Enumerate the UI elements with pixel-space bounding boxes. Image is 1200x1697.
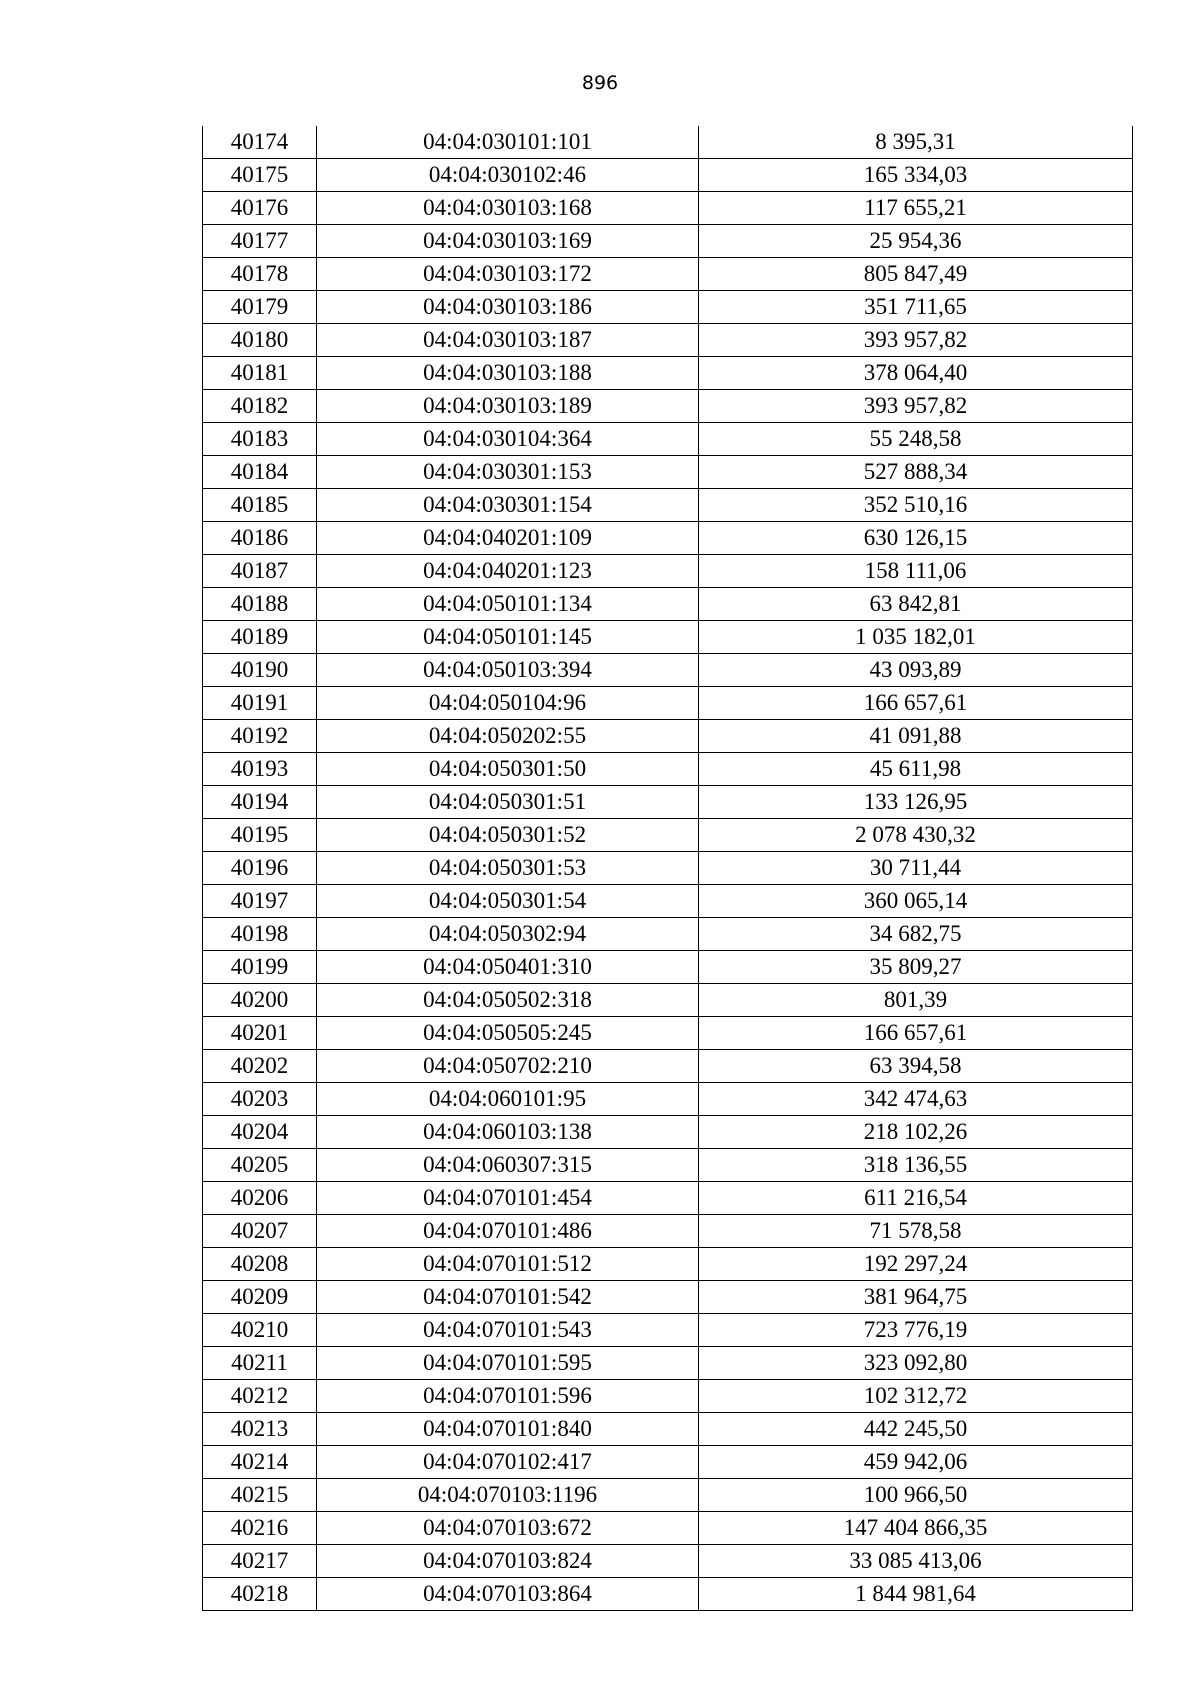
table-row [203, 654, 1133, 687]
cadastral-number-cell: 04:04:050301:52 [317, 819, 699, 852]
cadastral-value-cell: 342 474,63 [699, 1083, 1133, 1116]
table-row [203, 951, 1133, 984]
row-number-cell: 40183 [203, 423, 317, 456]
table-row [203, 1017, 1133, 1050]
cadastral-number-cell: 04:04:070103:1196 [317, 1479, 699, 1512]
cadastral-number-cell: 04:04:030104:364 [317, 423, 699, 456]
cadastral-number-cell: 04:04:070103:672 [317, 1512, 699, 1545]
cadastral-number-cell: 04:04:050101:145 [317, 621, 699, 654]
cadastral-value-cell: 133 126,95 [699, 786, 1133, 819]
cadastral-number-cell: 04:04:070102:417 [317, 1446, 699, 1479]
table-row [203, 1479, 1133, 1512]
cadastral-number-cell: 04:04:070101:542 [317, 1281, 699, 1314]
cadastral-value-cell: 442 245,50 [699, 1413, 1133, 1446]
cadastral-value-cell: 34 682,75 [699, 918, 1133, 951]
cadastral-value-cell: 192 297,24 [699, 1248, 1133, 1281]
cadastral-value-cell: 35 809,27 [699, 951, 1133, 984]
cadastral-value-table [202, 126, 1133, 1611]
table-row [203, 1347, 1133, 1380]
cadastral-number-cell: 04:04:060103:138 [317, 1116, 699, 1149]
row-number-cell: 40216 [203, 1512, 317, 1545]
table-row [203, 1545, 1133, 1578]
table-row [203, 1149, 1133, 1182]
cadastral-value-cell: 527 888,34 [699, 456, 1133, 489]
table-row [203, 1314, 1133, 1347]
cadastral-value-cell: 630 126,15 [699, 522, 1133, 555]
table-row [203, 621, 1133, 654]
table-row [203, 423, 1133, 456]
cadastral-value-cell: 393 957,82 [699, 324, 1133, 357]
cadastral-value-cell: 166 657,61 [699, 1017, 1133, 1050]
cadastral-number-cell: 04:04:050401:310 [317, 951, 699, 984]
table-row [203, 1512, 1133, 1545]
cadastral-value-cell: 381 964,75 [699, 1281, 1133, 1314]
row-number-cell: 40177 [203, 225, 317, 258]
cadastral-number-cell: 04:04:070103:864 [317, 1578, 699, 1611]
table-row [203, 357, 1133, 390]
cadastral-number-cell: 04:04:060101:95 [317, 1083, 699, 1116]
row-number-cell: 40194 [203, 786, 317, 819]
cadastral-number-cell: 04:04:030301:153 [317, 456, 699, 489]
table-row [203, 1446, 1133, 1479]
row-number-cell: 40211 [203, 1347, 317, 1380]
row-number-cell: 40175 [203, 159, 317, 192]
cadastral-number-cell: 04:04:030103:189 [317, 390, 699, 423]
cadastral-number-cell: 04:04:030103:188 [317, 357, 699, 390]
cadastral-value-cell: 352 510,16 [699, 489, 1133, 522]
cadastral-value-cell: 2 078 430,32 [699, 819, 1133, 852]
row-number-cell: 40198 [203, 918, 317, 951]
row-number-cell: 40174 [203, 126, 317, 159]
table-row [203, 918, 1133, 951]
cadastral-number-cell: 04:04:050702:210 [317, 1050, 699, 1083]
cadastral-value-cell: 459 942,06 [699, 1446, 1133, 1479]
cadastral-number-cell: 04:04:030103:168 [317, 192, 699, 225]
row-number-cell: 40197 [203, 885, 317, 918]
row-number-cell: 40203 [203, 1083, 317, 1116]
cadastral-number-cell: 04:04:050103:394 [317, 654, 699, 687]
cadastral-value-cell: 63 394,58 [699, 1050, 1133, 1083]
cadastral-number-cell: 04:04:030101:101 [317, 126, 699, 159]
table-row [203, 984, 1133, 1017]
table-row [203, 753, 1133, 786]
table-row [203, 720, 1133, 753]
row-number-cell: 40190 [203, 654, 317, 687]
table-row [203, 225, 1133, 258]
cadastral-number-cell: 04:04:050301:50 [317, 753, 699, 786]
cadastral-value-cell: 611 216,54 [699, 1182, 1133, 1215]
cadastral-number-cell: 04:04:030301:154 [317, 489, 699, 522]
cadastral-number-cell: 04:04:050301:53 [317, 852, 699, 885]
table-row [203, 192, 1133, 225]
cadastral-value-cell: 323 092,80 [699, 1347, 1133, 1380]
table-row [203, 687, 1133, 720]
table-row [203, 1380, 1133, 1413]
row-number-cell: 40180 [203, 324, 317, 357]
cadastral-value-cell: 166 657,61 [699, 687, 1133, 720]
table-row [203, 291, 1133, 324]
table-row [203, 555, 1133, 588]
row-number-cell: 40212 [203, 1380, 317, 1413]
cadastral-number-cell: 04:04:030103:169 [317, 225, 699, 258]
row-number-cell: 40193 [203, 753, 317, 786]
table-row [203, 786, 1133, 819]
cadastral-number-cell: 04:04:040201:109 [317, 522, 699, 555]
cadastral-number-cell: 04:04:070101:454 [317, 1182, 699, 1215]
cadastral-value-cell: 45 611,98 [699, 753, 1133, 786]
cadastral-value-cell: 360 065,14 [699, 885, 1133, 918]
row-number-cell: 40189 [203, 621, 317, 654]
row-number-cell: 40199 [203, 951, 317, 984]
row-number-cell: 40218 [203, 1578, 317, 1611]
cadastral-number-cell: 04:04:060307:315 [317, 1149, 699, 1182]
cadastral-value-cell: 805 847,49 [699, 258, 1133, 291]
row-number-cell: 40210 [203, 1314, 317, 1347]
cadastral-number-cell: 04:04:050301:54 [317, 885, 699, 918]
cadastral-value-cell: 102 312,72 [699, 1380, 1133, 1413]
table-row [203, 852, 1133, 885]
cadastral-value-cell: 1 035 182,01 [699, 621, 1133, 654]
row-number-cell: 40205 [203, 1149, 317, 1182]
table-row [203, 1083, 1133, 1116]
cadastral-value-cell: 723 776,19 [699, 1314, 1133, 1347]
table-row [203, 390, 1133, 423]
cadastral-value-cell: 318 136,55 [699, 1149, 1133, 1182]
table-row [203, 456, 1133, 489]
row-number-cell: 40215 [203, 1479, 317, 1512]
row-number-cell: 40213 [203, 1413, 317, 1446]
cadastral-value-cell: 63 842,81 [699, 588, 1133, 621]
cadastral-number-cell: 04:04:070101:595 [317, 1347, 699, 1380]
cadastral-number-cell: 04:04:070101:543 [317, 1314, 699, 1347]
cadastral-number-cell: 04:04:050301:51 [317, 786, 699, 819]
cadastral-value-cell: 1 844 981,64 [699, 1578, 1133, 1611]
cadastral-value-cell: 43 093,89 [699, 654, 1133, 687]
cadastral-value-cell: 218 102,26 [699, 1116, 1133, 1149]
cadastral-number-cell: 04:04:070101:840 [317, 1413, 699, 1446]
table-row [203, 1281, 1133, 1314]
table-row [203, 1248, 1133, 1281]
cadastral-number-cell: 04:04:050302:94 [317, 918, 699, 951]
row-number-cell: 40192 [203, 720, 317, 753]
row-number-cell: 40195 [203, 819, 317, 852]
table-row [203, 1050, 1133, 1083]
table-row [203, 1215, 1133, 1248]
row-number-cell: 40204 [203, 1116, 317, 1149]
cadastral-number-cell: 04:04:050502:318 [317, 984, 699, 1017]
table-row [203, 885, 1133, 918]
cadastral-value-cell: 165 334,03 [699, 159, 1133, 192]
row-number-cell: 40196 [203, 852, 317, 885]
row-number-cell: 40200 [203, 984, 317, 1017]
table-row [203, 159, 1133, 192]
cadastral-number-cell: 04:04:050101:134 [317, 588, 699, 621]
row-number-cell: 40208 [203, 1248, 317, 1281]
cadastral-number-cell: 04:04:070101:596 [317, 1380, 699, 1413]
cadastral-value-cell: 41 091,88 [699, 720, 1133, 753]
page-number: 896 [581, 72, 619, 94]
row-number-cell: 40179 [203, 291, 317, 324]
row-number-cell: 40217 [203, 1545, 317, 1578]
cadastral-number-cell: 04:04:070101:512 [317, 1248, 699, 1281]
row-number-cell: 40182 [203, 390, 317, 423]
table-row [203, 1116, 1133, 1149]
row-number-cell: 40202 [203, 1050, 317, 1083]
row-number-cell: 40181 [203, 357, 317, 390]
row-number-cell: 40185 [203, 489, 317, 522]
table-row [203, 489, 1133, 522]
row-number-cell: 40207 [203, 1215, 317, 1248]
cadastral-value-cell: 100 966,50 [699, 1479, 1133, 1512]
cadastral-value-cell: 30 711,44 [699, 852, 1133, 885]
table-row [203, 1182, 1133, 1215]
cadastral-value-cell: 55 248,58 [699, 423, 1133, 456]
cadastral-number-cell: 04:04:040201:123 [317, 555, 699, 588]
row-number-cell: 40187 [203, 555, 317, 588]
cadastral-value-cell: 158 111,06 [699, 555, 1133, 588]
table-row [203, 1413, 1133, 1446]
cadastral-value-cell: 33 085 413,06 [699, 1545, 1133, 1578]
cadastral-number-cell: 04:04:050202:55 [317, 720, 699, 753]
row-number-cell: 40201 [203, 1017, 317, 1050]
row-number-cell: 40176 [203, 192, 317, 225]
table-body [203, 126, 1133, 1611]
row-number-cell: 40209 [203, 1281, 317, 1314]
row-number-cell: 40178 [203, 258, 317, 291]
cadastral-number-cell: 04:04:030103:172 [317, 258, 699, 291]
row-number-cell: 40188 [203, 588, 317, 621]
cadastral-number-cell: 04:04:030103:186 [317, 291, 699, 324]
table-row [203, 1578, 1133, 1611]
row-number-cell: 40206 [203, 1182, 317, 1215]
row-number-cell: 40214 [203, 1446, 317, 1479]
row-number-cell: 40186 [203, 522, 317, 555]
table-row [203, 522, 1133, 555]
row-number-cell: 40184 [203, 456, 317, 489]
cadastral-value-cell: 147 404 866,35 [699, 1512, 1133, 1545]
cadastral-number-cell: 04:04:070101:486 [317, 1215, 699, 1248]
table-row [203, 324, 1133, 357]
row-number-cell: 40191 [203, 687, 317, 720]
cadastral-value-cell: 8 395,31 [699, 126, 1133, 159]
table-row [203, 126, 1133, 159]
table-row [203, 588, 1133, 621]
cadastral-value-cell: 378 064,40 [699, 357, 1133, 390]
cadastral-value-cell: 393 957,82 [699, 390, 1133, 423]
table-row [203, 819, 1133, 852]
cadastral-number-cell: 04:04:030103:187 [317, 324, 699, 357]
cadastral-value-cell: 71 578,58 [699, 1215, 1133, 1248]
cadastral-value-cell: 801,39 [699, 984, 1133, 1017]
cadastral-number-cell: 04:04:050505:245 [317, 1017, 699, 1050]
cadastral-number-cell: 04:04:050104:96 [317, 687, 699, 720]
cadastral-value-cell: 25 954,36 [699, 225, 1133, 258]
cadastral-value-cell: 117 655,21 [699, 192, 1133, 225]
cadastral-number-cell: 04:04:030102:46 [317, 159, 699, 192]
cadastral-number-cell: 04:04:070103:824 [317, 1545, 699, 1578]
cadastral-value-cell: 351 711,65 [699, 291, 1133, 324]
table-row [203, 258, 1133, 291]
